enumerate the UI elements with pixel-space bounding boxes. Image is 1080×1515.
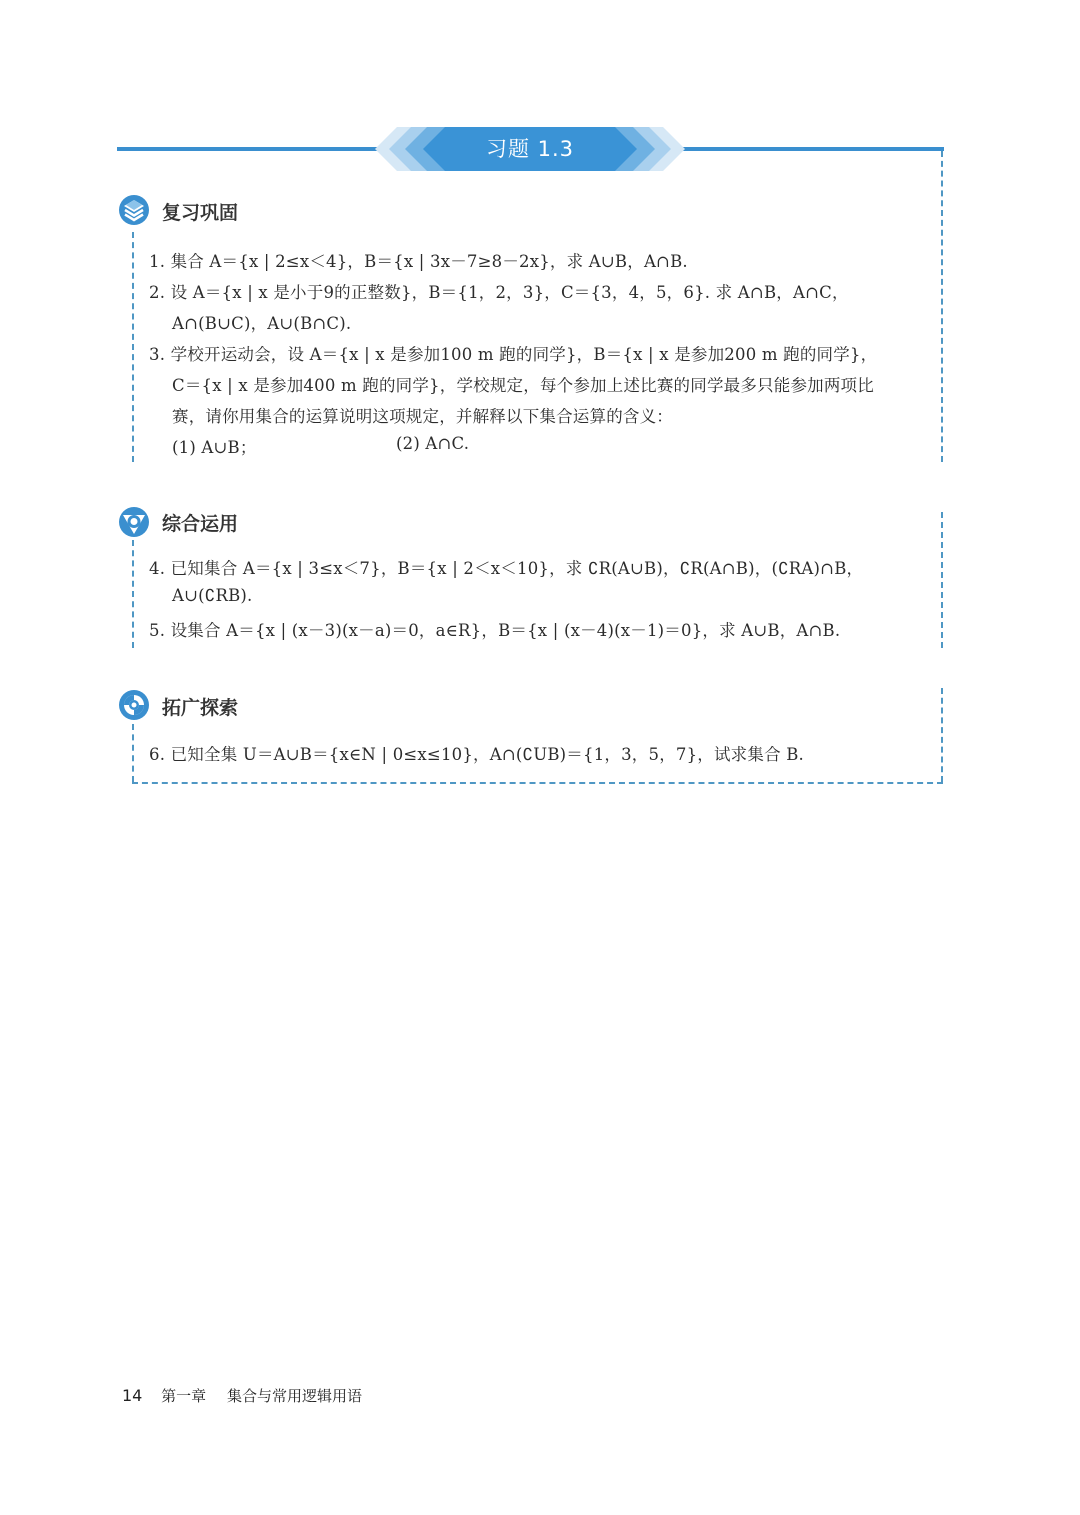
exercise-2-cont: A∩(B∪C)，A∪(B∩C). bbox=[172, 314, 352, 333]
frame-right-dash-2 bbox=[941, 512, 943, 648]
frame-left-dash-3 bbox=[132, 724, 134, 782]
frame-left-dash-2 bbox=[132, 540, 134, 648]
exercise-4-cont: A∪(∁RB). bbox=[172, 586, 253, 605]
aperture-icon bbox=[118, 689, 150, 721]
chapter-label: 第一章 bbox=[161, 1387, 207, 1405]
frame-right-dash-3 bbox=[941, 688, 943, 782]
frame-bottom-dash bbox=[132, 782, 943, 784]
section-title-review: 复习巩固 bbox=[162, 202, 239, 224]
exercise-6: 6. 已知全集 U＝A∪B＝{x∈N | 0≤x≤10}，A∩(∁UB)＝{1，3，5，7}，试求集合 B. bbox=[149, 745, 805, 764]
banner-title: 习题 1.3 bbox=[485, 137, 575, 161]
exercise-4: 4. 已知集合 A＝{x | 3≤x＜7}，B＝{x | 2＜x＜10}，求 ∁R(A∪B)，∁R(A∩B)，(∁RA)∩B， bbox=[149, 559, 864, 578]
frame-left-dash-1 bbox=[132, 232, 134, 462]
header-rule-left bbox=[117, 147, 379, 151]
exercise-3-cont-1: C＝{x | x 是参加400 m 跑的同学}，学校规定，每个参加上述比赛的同学最多只能参加两项比 bbox=[172, 376, 874, 395]
exercise-banner bbox=[375, 127, 685, 171]
section-title-exploration: 拓广探索 bbox=[162, 697, 239, 719]
exercise-3-part-1: (1) A∪B； bbox=[172, 438, 257, 457]
exercise-2: 2. 设 A＝{x | x 是小于9的正整数}，B＝{1，2，3}，C＝{3，4，5，6}. 求 A∩B，A∩C， bbox=[149, 283, 849, 302]
section-title-application: 综合运用 bbox=[162, 513, 239, 535]
exercise-5: 5. 设集合 A＝{x | (x－3)(x－a)＝0，a∈R}，B＝{x | (x－4)(x－1)＝0}，求 A∪B，A∩B. bbox=[149, 621, 841, 640]
exercise-3: 3. 学校开运动会，设 A＝{x | x 是参加100 m 跑的同学}，B＝{x | x 是参加200 m 跑的同学}， bbox=[149, 345, 878, 364]
target-triangle-icon bbox=[118, 506, 150, 538]
layers-icon bbox=[118, 194, 150, 226]
header-rule-right bbox=[681, 147, 944, 151]
exercise-3-part-2: (2) A∩C. bbox=[396, 434, 470, 453]
frame-right-dash-1 bbox=[941, 151, 943, 462]
chapter-title: 集合与常用逻辑用语 bbox=[226, 1387, 362, 1405]
page-number: 14 bbox=[122, 1386, 143, 1405]
page-footer bbox=[122, 1385, 362, 1406]
exercise-3-cont-2: 赛，请你用集合的运算说明这项规定，并解释以下集合运算的含义： bbox=[172, 407, 673, 426]
exercise-1: 1. 集合 A＝{x | 2≤x＜4}，B＝{x | 3x－7≥8－2x}，求 A∪B，A∩B. bbox=[149, 252, 688, 271]
